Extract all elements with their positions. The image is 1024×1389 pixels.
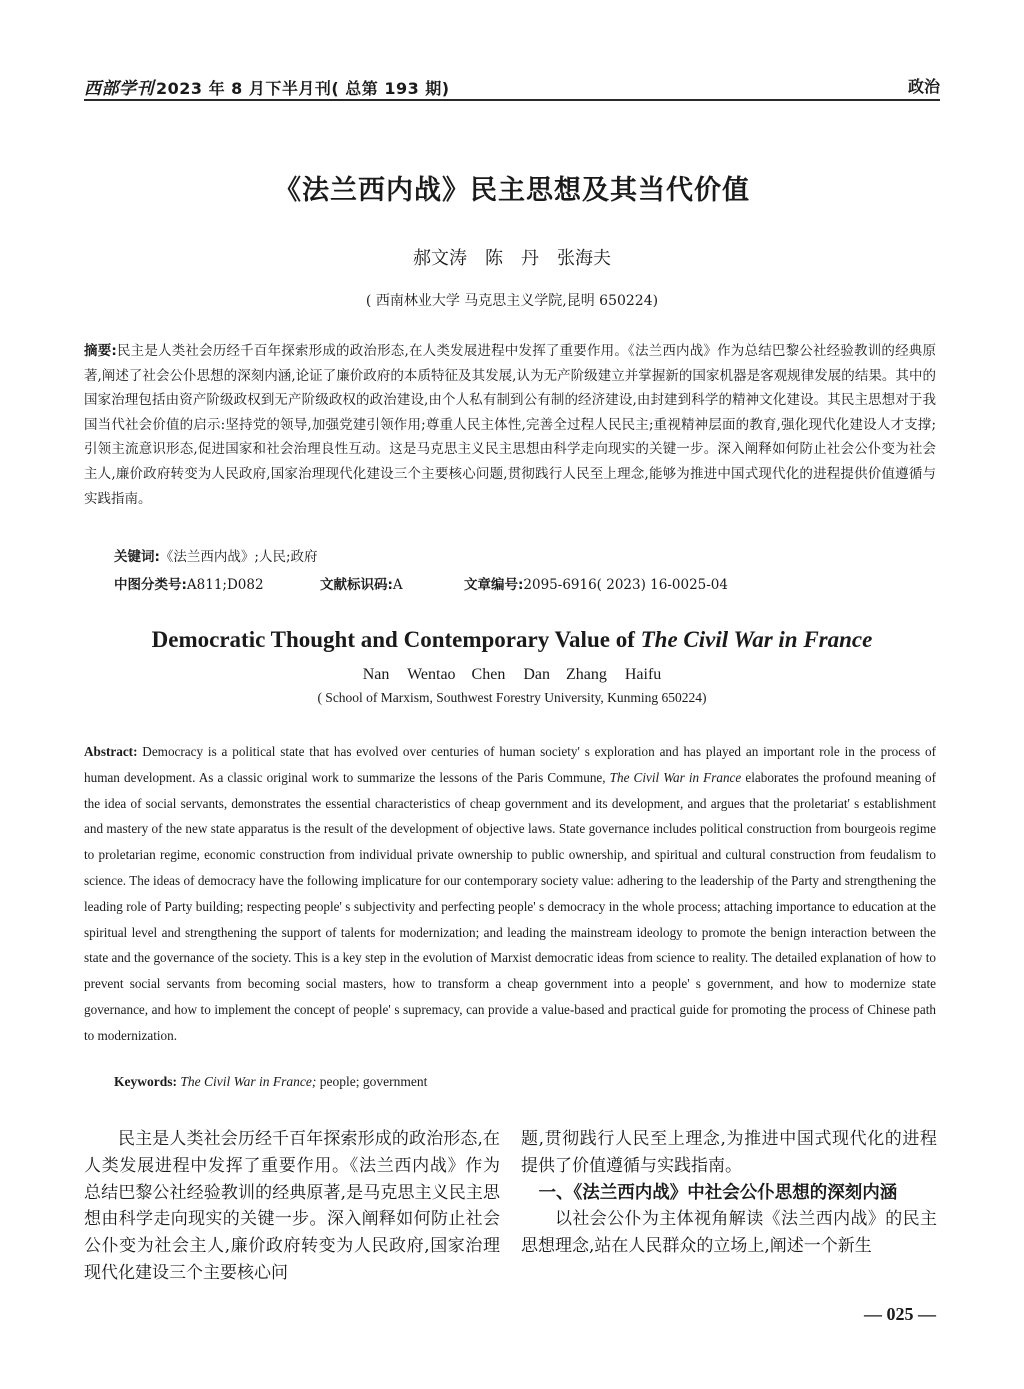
page-number: — 025 — <box>864 1304 936 1324</box>
body-column-left <box>84 1126 500 1287</box>
body-paragraph-continued: 题,贯彻践行人民至上理念,为推进中国式现代化的进程提供了价值遵循与实践指南。 <box>521 1129 937 1176</box>
journal-logo: 西部学刊 <box>84 79 154 99</box>
body-paragraph: 民主是人类社会历经千百年探索形成的政治形态,在人类发展进程中发挥了重要作用。《法兰西内战》作为总结巴黎公社经验教训的经典原著,是马克思主义民主思想由科学走向现实的关键一步。深入阐释如何防止社会公仆变为社会主人,廉价政府转变为人民政府,国家治理现代化建设三个主要核心问 <box>84 1129 500 1283</box>
body-paragraph: 以社会公仆为主体视角解读《法兰西内战》的民主思想理念,站在人民群众的立场上,阐述一个新生 <box>521 1209 937 1257</box>
chinese-keywords-text: 《法兰西内战》;人民;政府 <box>159 549 318 565</box>
chinese-keywords-label: 关键词: <box>114 549 160 565</box>
chinese-title: 《法兰西内战》民主思想及其当代价值 <box>274 175 750 206</box>
chinese-abstract <box>84 339 936 511</box>
chinese-keywords <box>114 545 318 565</box>
article-number: 文章编号:2095-6916( 2023) 16-0025-04 <box>464 577 728 593</box>
body-column-right <box>521 1126 937 1260</box>
chinese-abstract-text: 民主是人类社会历经千百年探索形成的政治形态,在人类发展进程中发挥了重要作用。《法兰西内战》作为总结巴黎公社经验教训的经典原著,阐述了社会公仆思想的深刻内涵,论证了廉价政府的本质特征及其发展,认为无产阶级建立并掌握新的国家机器是客观规律发展的结果。其中的国家治理包括由资产阶级政权到无产阶级政权的政治建设,由个人私有制到公有制的经济建设,由封建到科学的精神文化建设。其民主思想对于我国当代社会价值的启示:坚持党的领导,加强党建引领作用;尊重人民主体性,完善全过程人民民主;重视精神层面的教育,强化现代化建设人才支撑;引领主流意识形态,促进国家和社会治理良性互动。这是马克思主义民主思想由科学走向现实的关键一步。深入阐释如何防止社会公仆变为社会主人,廉价政府转变为人民政府,国家治理现代化建设三个主要核心问题,贯彻践行人民至上理念,能够为推进中国式现代化的进程提供价值遵循与实践指南。 <box>84 343 936 507</box>
clc-number: 中图分类号:A811;D082 <box>114 577 264 593</box>
english-title <box>0 627 1024 653</box>
english-title-italic: The Civil War in France <box>640 627 873 652</box>
english-title-main: Democratic Thought and Contemporary Value of <box>151 627 641 652</box>
issue-info: 2023 年 8 月下半月刊( 总第 193 期) <box>156 79 450 98</box>
english-keywords: Keywords: The Civil War in France; people; government <box>114 1074 428 1089</box>
header-rule <box>84 99 940 101</box>
chinese-affiliation: ( 西南林业大学 马克思主义学院,昆明 650224) <box>365 293 659 309</box>
section-heading: 一、《法兰西内战》中社会公仆思想的深刻内涵 <box>538 1182 898 1203</box>
chinese-abstract-label: 摘要: <box>84 343 117 359</box>
chinese-authors: 郝文涛 陈 丹 张海夫 <box>413 248 611 269</box>
english-affiliation: ( School of Marxism, Southwest Forestry University, Kunming 650224) <box>317 690 707 705</box>
document-code: 文献标识码:A <box>320 577 403 593</box>
article-metadata <box>114 573 934 595</box>
english-authors: Nan Wentao Chen Dan Zhang Haifu <box>362 666 662 683</box>
english-abstract-label: Abstract: <box>84 744 138 759</box>
journal-issue <box>84 74 450 99</box>
section-label: 政治 <box>907 77 940 96</box>
running-header <box>84 70 940 100</box>
english-abstract: Abstract: Democracy is a political state that has evolved over centuries of human society' s exploration and has played an important role in the process of human development. As a classic original work to summarize the lessons of the Paris Commune, The Civil War in France elaborates the profound meaning of the idea of social servants, demonstrates the essential characteristics of cheap government and its development, and argues that the proletariat' s establishment and mastery of the new state apparatus is the result of the development of objective laws. State governance includes political construction from bourgeois regime to proletarian regime, economic construction from individual private ownership to public ownership, and spiritual and cultural construction from feudalism to science. The ideas of democracy have the following implicature for our contemporary society value: adhering to the leadership of the Party and strengthening the leading role of Party building; respecting people' s subjectivity and perfecting people' s democracy in the whole process; attaching importance to education at the spiritual level and strengthening the support of talents for modernization; and leading the mainstream ideology to promote the benign interaction between the state and the governance of the society. This is a key step in the evolution of Marxist democratic ideas from science to reality. The detailed explanation of how to prevent social servants from becoming social masters, how to transform a cheap government into a people' s government, and how to modernize state governance, and how to implement the concept of people' s supremacy, can provide a value-based and practical guide for promoting the process of Chinese path to modernization. <box>84 744 936 1043</box>
english-keywords-label: Keywords: <box>114 1074 177 1089</box>
